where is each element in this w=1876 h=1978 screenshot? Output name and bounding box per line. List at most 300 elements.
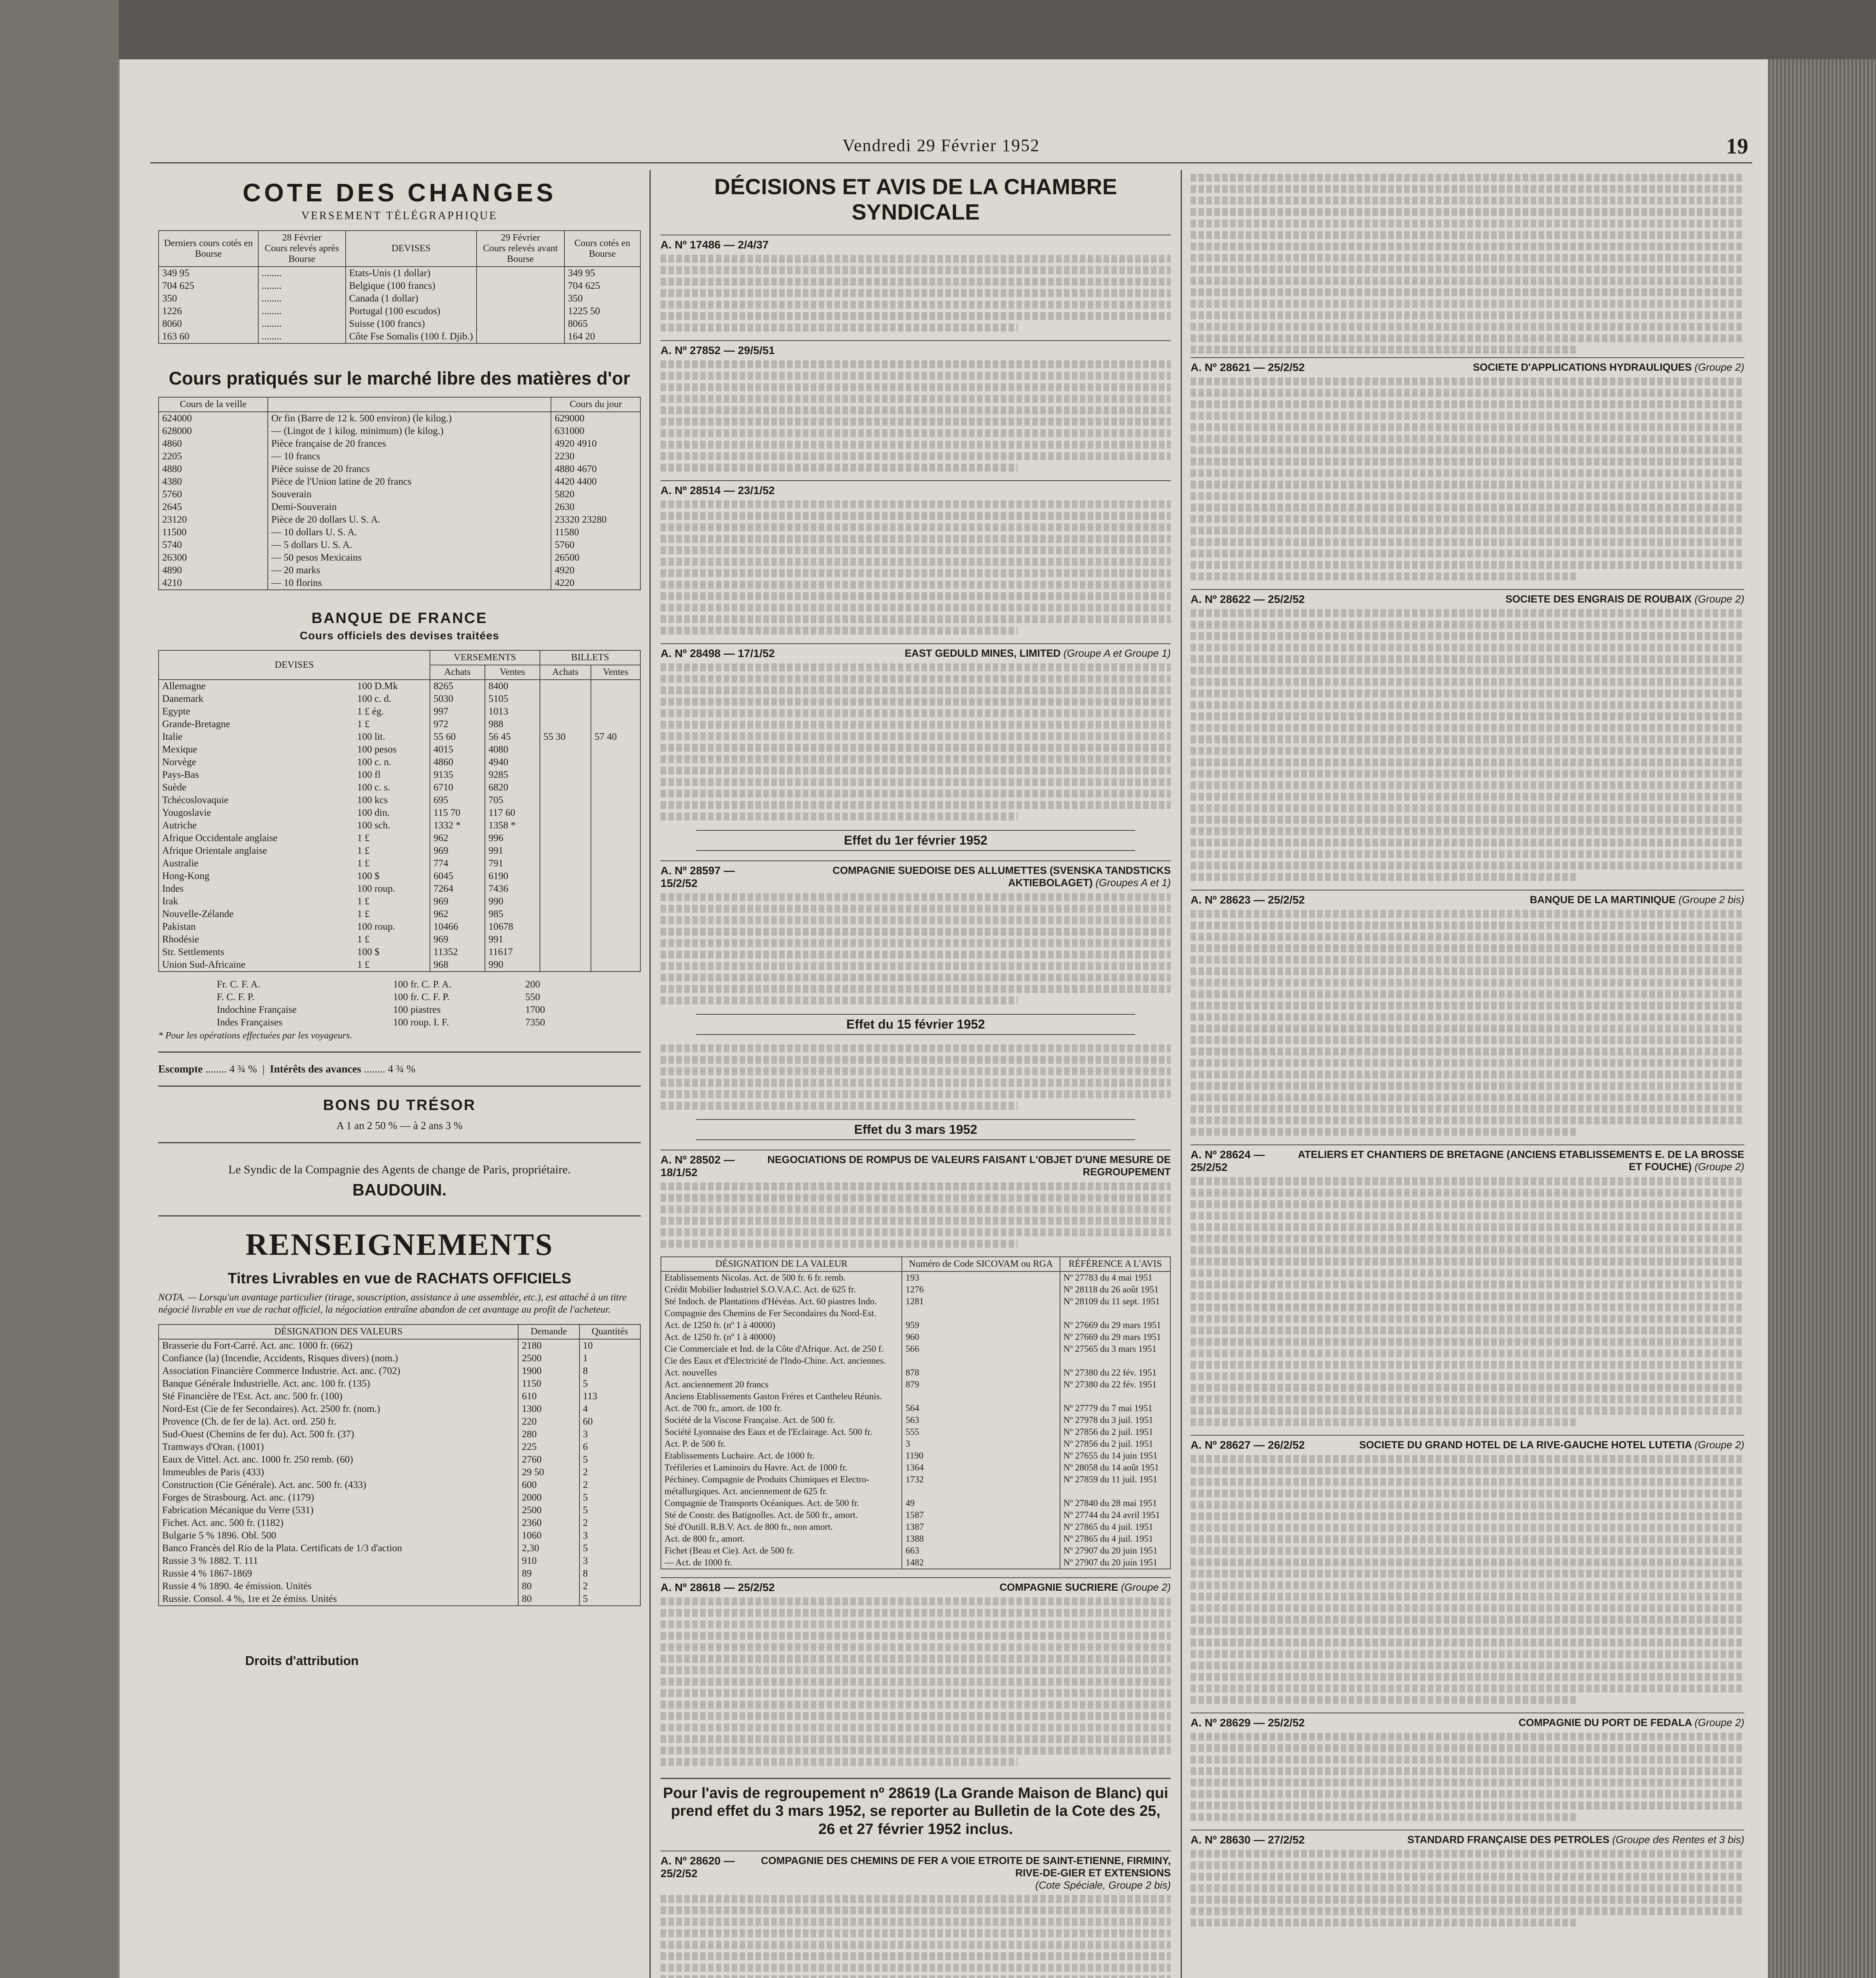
billet-achat (540, 705, 591, 718)
column-right (1191, 170, 1744, 1978)
banque-france-subtitle: Cours officiels des devises traitées (299, 629, 500, 642)
versement-achat: 9135 (430, 769, 485, 781)
avis-societe: SOCIETE DU GRAND HOTEL DE LA RIVE-GAUCHE HOTEL LUTETIA (1359, 1439, 1692, 1451)
devise-unite: 1 £ ég. (357, 706, 384, 717)
table-row (159, 1479, 640, 1491)
table-row (661, 1319, 1170, 1331)
code-sicovam: 1364 (902, 1462, 1060, 1474)
billet-achat (540, 895, 591, 908)
devise-unite: 1 £ (357, 845, 370, 856)
avis-reference (1060, 1307, 1170, 1319)
valeur-name: Act. P. de 500 fr. (664, 1438, 725, 1449)
matiere-or: — 10 francs (268, 450, 551, 463)
devise-name: Danemark (162, 693, 204, 704)
avis-societe: COMPAGNIE SUCRIERE (1000, 1581, 1119, 1593)
versement-vente: 1013 (485, 705, 540, 718)
table-row (159, 705, 640, 718)
table-row (159, 450, 640, 463)
table-row (159, 870, 640, 883)
versement-vente: 791 (485, 857, 540, 870)
valeur-name: Compagnie des Chemins de Fer Secondaires du Nord-Est. (664, 1308, 876, 1318)
avis-reference: Nº 27978 du 3 juil. 1951 (1060, 1414, 1170, 1426)
demande-value: 89 (518, 1567, 579, 1580)
devise-unite: 100 fl (357, 769, 381, 780)
column-middle (661, 170, 1171, 1978)
col-header: Cours de la veille (159, 397, 268, 412)
devise-name: Str. Settlements (162, 947, 224, 957)
cours-jour: 2230 (551, 450, 640, 463)
devise-unite: 1 £ (357, 833, 370, 843)
cours-cote: 704 625 (564, 280, 640, 292)
monnaie-unite: 100 roup. I. F. (393, 1017, 449, 1028)
avis-block (1191, 1144, 1744, 1426)
avis-groupe: (Cote Spéciale, Groupe 2 bis) (1035, 1879, 1171, 1891)
code-sicovam: 1587 (902, 1509, 1060, 1521)
dernier-cours: 704 625 (162, 280, 195, 291)
col-header: Achats (430, 665, 485, 680)
code-sicovam: 564 (902, 1402, 1060, 1414)
table-row (159, 425, 640, 438)
avis-ref: A. Nº 28514 — 23/1/52 (661, 484, 775, 496)
avis-block (661, 860, 1171, 1004)
avis-reference: Nº 28118 du 26 août 1951 (1060, 1284, 1170, 1296)
billet-vente (591, 743, 640, 756)
cours-veille: 2645 (162, 502, 182, 512)
page-date: Vendredi 29 Février 1952 (842, 136, 1040, 155)
table-row (159, 832, 640, 845)
cours-cote: 8065 (564, 318, 640, 330)
demande-value: 610 (518, 1390, 579, 1403)
devise-unite: 100 lit. (357, 731, 385, 742)
versement-achat: 968 (430, 959, 485, 972)
avis-block (661, 643, 1171, 820)
syndic-line: Le Syndic de la Compagnie des Agents de change de Paris, propriétaire. (228, 1163, 571, 1176)
cours-veille: 4860 (162, 438, 182, 449)
avis-block (1191, 1830, 1744, 1927)
valeur-name: — Act. de 1000 fr. (664, 1557, 733, 1567)
avis-ref: A. Nº 28630 — 27/2/52 (1191, 1834, 1305, 1846)
col-header: Demande (518, 1324, 579, 1339)
quantite-value: 5 (579, 1593, 640, 1606)
versement-achat: 972 (430, 718, 485, 731)
col-header: Numéro de Code SICOVAM ou RGA (902, 1257, 1060, 1271)
versement-achat: 6710 (430, 781, 485, 794)
table-row (159, 513, 640, 526)
matiere-or: Souverain (268, 488, 551, 501)
valeur-name: Construction (Cie Générale). Act. anc. 500 fr. (433) (162, 1479, 366, 1490)
devise-unite: 100 din. (357, 807, 390, 818)
leader-dots: ........ (258, 318, 346, 330)
valeur-name: Nord-Est (Cie de fer Secondaires). Act. 2500 fr. (nom.) (162, 1403, 381, 1414)
monnaie-label: F. C. F. P. (217, 992, 255, 1002)
billet-achat (540, 781, 591, 794)
devise-unite: 100 roup. (357, 921, 395, 932)
avis-reference: Nº 27859 du 11 juil. 1951 (1060, 1474, 1170, 1485)
avis-societe: COMPAGNIE DU PORT DE FEDALA (1518, 1717, 1692, 1728)
matiere-or: Or fin (Barre de 12 k. 500 environ) (le kilog.) (268, 412, 551, 425)
renseignements-subtitle: Titres Livrables en vue de RACHATS OFFICIELS (227, 1270, 572, 1287)
code-sicovam: 3 (902, 1438, 1060, 1450)
versement-vente: 991 (485, 845, 540, 857)
syndic-name: BAUDOUIN. (352, 1180, 447, 1199)
cours-jour: 631000 (551, 425, 640, 438)
avis-societe: STANDARD FRANÇAISE DES PETROLES (1407, 1834, 1609, 1845)
table-row (159, 577, 640, 590)
devise-unite: 1 £ (357, 934, 370, 945)
devise-unite: 100 $ (357, 871, 380, 881)
cours-jour: 2630 (551, 501, 640, 513)
quantite-value: 60 (579, 1415, 640, 1428)
cours-jour: 4920 4910 (551, 438, 640, 450)
matiere-or: — 10 dollars U. S. A. (268, 526, 551, 539)
divider (158, 1086, 641, 1087)
cours-jour: 4220 (551, 577, 640, 590)
quantite-value: 8 (579, 1365, 640, 1377)
table-row (159, 1529, 640, 1542)
avis-ref: A. Nº 28627 — 26/2/52 (1191, 1439, 1305, 1451)
devise-name: Canada (1 dollar) (346, 292, 477, 305)
empty-cell (477, 330, 564, 343)
avis-groupe: (Groupe des Rentes et 3 bis) (1612, 1834, 1744, 1845)
valeur-name: Brasserie du Fort-Carré. Act. anc. 1000 fr. (662) (162, 1340, 353, 1351)
versement-achat: 774 (430, 857, 485, 870)
billet-vente (591, 680, 640, 693)
devise-name: Irak (162, 896, 178, 907)
escompte-line: Escompte ........ 4 ¾ % | Intérêts des avances ........ 4 ¾ % (158, 1063, 416, 1075)
table-row (159, 680, 640, 693)
versement-achat: 962 (430, 908, 485, 921)
devise-unite: 100 $ (357, 947, 380, 957)
devise-name: Mexique (162, 744, 197, 755)
code-sicovam: 879 (902, 1379, 1060, 1391)
cote-changes-table (158, 230, 641, 344)
page-number: 19 (1726, 134, 1748, 159)
valeur-name: Act. de 1250 fr. (nº 1 à 40000) (664, 1332, 775, 1342)
table-row (159, 895, 640, 908)
avis-block (1191, 357, 1744, 580)
cours-veille: 4210 (162, 578, 182, 588)
demande-value: 2000 (518, 1491, 579, 1504)
rachats-table (158, 1324, 641, 1606)
avis-reference: Nº 27380 du 22 fév. 1951 (1060, 1379, 1170, 1391)
table-row (159, 959, 640, 972)
devise-name: Pakistan (162, 921, 196, 932)
monnaie-cours: 550 (525, 992, 540, 1002)
demande-value: 80 (518, 1580, 579, 1593)
avis-groupe: (Groupes A et 1) (1095, 876, 1171, 889)
avis-ref: A. Nº 28622 — 25/2/52 (1191, 593, 1305, 605)
code-sicovam: 1482 (902, 1557, 1060, 1569)
divider (158, 1215, 641, 1216)
avis-groupe: (Groupe 2) (1121, 1581, 1171, 1593)
table-row (661, 1485, 1170, 1497)
table-row (661, 1509, 1170, 1521)
avis-societe: COMPAGNIE SUEDOISE DES ALLUMETTES (SVENSKA TANDSTICKS AKTIEBOLAGET) (832, 864, 1171, 889)
code-sicovam: 563 (902, 1414, 1060, 1426)
table-row (159, 1377, 640, 1390)
demande-value: 600 (518, 1479, 579, 1491)
cours-jour: 5760 (551, 539, 640, 551)
column-left (158, 170, 641, 1978)
bdf-footnote: * Pour les opérations effectuées par les voyageurs. (158, 1031, 352, 1041)
table-row (159, 1466, 640, 1479)
table-row (159, 305, 640, 318)
valeur-name: Société de la Viscose Française. Act. de 500 fr. (664, 1415, 835, 1425)
devise-name: Rhodésie (162, 934, 199, 945)
valeur-name: Sté Financière de l'Est. Act. anc. 500 fr. (100) (162, 1391, 343, 1402)
avis-reference: Nº 27655 du 14 juin 1951 (1060, 1450, 1170, 1462)
demande-value: 80 (518, 1593, 579, 1606)
col-header: DEVISES (159, 650, 430, 680)
avis-block (661, 1150, 1171, 1248)
versement-achat: 962 (430, 832, 485, 845)
valeur-name: Act. de 1250 fr. (nº 1 à 40000) (664, 1320, 775, 1330)
table-row (159, 1453, 640, 1466)
table-row (159, 1415, 640, 1428)
avis-ref: A. Nº 17486 — 2/4/37 (661, 238, 769, 251)
col-header: Ventes (485, 665, 540, 680)
table-row (214, 991, 575, 1004)
code-sicovam: 878 (902, 1367, 1060, 1379)
billet-achat (540, 933, 591, 946)
avis-reference: Nº 27907 du 20 juin 1951 (1060, 1557, 1170, 1569)
valeur-name: Sté Indoch. de Plantations d'Hévéas. Act. 60 piastres Indo. (664, 1296, 877, 1306)
avis-block (1191, 1713, 1744, 1821)
avis-societe: ATELIERS ET CHANTIERS DE BRETAGNE (ANCIENS ETABLISSEMENTS E. DE LA BROSSE ET FOUCHE) (1298, 1148, 1744, 1173)
cours-cote: 349 95 (564, 267, 640, 280)
quantite-value: 5 (579, 1377, 640, 1390)
avis-reference: Nº 27856 du 2 juil. 1951 (1060, 1426, 1170, 1438)
demande-value: 910 (518, 1555, 579, 1567)
devise-name: Etats-Unis (1 dollar) (346, 267, 477, 280)
devise-name: Nouvelle-Zélande (162, 909, 234, 919)
table-row (159, 718, 640, 731)
monnaie-label: Fr. C. F. A. (217, 979, 260, 990)
book-binding (0, 0, 119, 1978)
monnaie-cours: 7350 (525, 1017, 545, 1028)
avis-ref: A. Nº 28623 — 25/2/52 (1191, 894, 1305, 906)
versement-achat: 695 (430, 794, 485, 807)
table-row (159, 539, 640, 551)
table-row (159, 318, 640, 330)
avis-groupe: (Groupe 2) (1694, 593, 1744, 605)
table-row (159, 933, 640, 946)
empty-cell (477, 267, 564, 280)
avis-societe: BANQUE DE LA MARTINIQUE (1530, 894, 1676, 906)
billet-achat (540, 769, 591, 781)
valeur-name: métallurgiques. Act. anciennement de 625 fr. (664, 1486, 828, 1496)
avis-reference: Nº 28109 du 11 sept. 1951 (1060, 1296, 1170, 1307)
avis-groupe: (Groupe 2) (1694, 1439, 1744, 1451)
avis-reference: Nº 27865 du 4 juil. 1951 (1060, 1533, 1170, 1545)
avis-societe: NEGOCIATIONS DE ROMPUS DE VALEURS FAISANT L'OBJET D'UNE MESURE DE REGROUPEMENT (767, 1153, 1171, 1178)
table-row (661, 1284, 1170, 1296)
avis-reference: Nº 27907 du 20 juin 1951 (1060, 1545, 1170, 1557)
avis-ref: A. Nº 27852 — 29/5/51 (661, 344, 775, 356)
col-header: Achats (540, 665, 591, 680)
demande-value: 225 (518, 1441, 579, 1453)
banque-france-title: BANQUE DE FRANCE (311, 610, 488, 627)
table-row (661, 1343, 1170, 1355)
billet-achat (540, 845, 591, 857)
matiere-or: — 50 pesos Mexicains (268, 551, 551, 564)
cours-jour: 23320 23280 (551, 513, 640, 526)
quantite-value: 5 (579, 1491, 640, 1504)
valeur-name: Bulgarie 5 % 1896. Obl. 500 (162, 1530, 276, 1541)
dernier-cours: 349 95 (162, 268, 189, 279)
devise-unite: 100 pesos (357, 744, 397, 755)
billet-vente (591, 769, 640, 781)
table-row (159, 1504, 640, 1517)
cours-veille: 23120 (162, 514, 187, 525)
valeur-name: Act. anciennement 20 francs (664, 1379, 769, 1389)
devise-unite: 100 c. s. (357, 782, 390, 793)
cours-veille: 11500 (162, 527, 187, 538)
table-row (159, 1542, 640, 1555)
cours-veille: 4880 (162, 464, 182, 474)
devise-name: Hong-Kong (162, 871, 210, 881)
versement-achat: 5030 (430, 693, 485, 705)
billet-achat (540, 832, 591, 845)
billet-vente (591, 718, 640, 731)
devise-unite: 1 £ (357, 858, 370, 869)
empty-cell (477, 292, 564, 305)
code-sicovam: 959 (902, 1319, 1060, 1331)
demande-value: 2360 (518, 1517, 579, 1529)
billet-vente (591, 895, 640, 908)
valeur-name: Sté de Constr. des Batignolles. Act. de 500 fr., amort. (664, 1510, 858, 1520)
table-row (661, 1474, 1170, 1485)
versement-vente: 9285 (485, 769, 540, 781)
demande-value: 2500 (518, 1504, 579, 1517)
avis-ref: A. Nº 28624 — 25/2/52 (1191, 1148, 1265, 1173)
empty-cell (477, 280, 564, 292)
avis-reference: Nº 27840 du 28 mai 1951 (1060, 1497, 1170, 1509)
versement-vente: 4940 (485, 756, 540, 769)
quantite-value: 8 (579, 1567, 640, 1580)
avis-societe: COMPAGNIE DES CHEMINS DE FER A VOIE ETROITE DE SAINT-ETIENNE, FIRMINY, RIVE-DE-GIER ET EXTENSIONS (761, 1854, 1171, 1879)
empty-cell (477, 318, 564, 330)
quantite-value: 10 (579, 1339, 640, 1352)
col-header: VERSEMENTS (430, 650, 540, 665)
col-header: DÉSIGNATION DE LA VALEUR (661, 1257, 902, 1271)
avis-reference: Nº 27565 du 3 mars 1951 (1060, 1343, 1170, 1355)
quantite-value: 2 (579, 1466, 640, 1479)
code-sicovam (902, 1391, 1060, 1402)
avis-reference: Nº 27783 du 4 mai 1951 (1060, 1271, 1170, 1284)
leader-dots: ........ (258, 305, 346, 318)
table-row (159, 476, 640, 488)
table-row (159, 501, 640, 513)
valeur-name: Russie 4 % 1890. 4e émission. Unités (162, 1580, 312, 1591)
valeur-name: Société Lyonnaise des Eaux et de l'Eclairage. Act. 500 fr. (664, 1427, 873, 1437)
demande-value: 2180 (518, 1339, 579, 1352)
table-row (159, 267, 640, 280)
bons-tresor-title: BONS DU TRÉSOR (323, 1097, 476, 1114)
table-row (159, 1339, 640, 1352)
table-row (661, 1497, 1170, 1509)
versement-achat: 7264 (430, 883, 485, 895)
table-row (159, 463, 640, 476)
leader-dots: ........ (258, 292, 346, 305)
versement-achat: 115 70 (430, 807, 485, 819)
table-row (661, 1296, 1170, 1307)
table-row (661, 1331, 1170, 1343)
demande-value: 2760 (518, 1453, 579, 1466)
billet-achat (540, 807, 591, 819)
table-row (159, 807, 640, 819)
monnaie-unite: 100 fr. C. P. A. (393, 979, 452, 990)
billet-achat (540, 756, 591, 769)
col-header: BILLETS (540, 650, 640, 665)
devise-name: Suède (162, 782, 187, 793)
col-header: DÉSIGNATION DES VALEURS (159, 1324, 518, 1339)
cours-jour: 4420 4400 (551, 476, 640, 488)
valeur-name: Cie des Eaux et d'Electricité de l'Indo-Chine. Act. anciennes. (664, 1355, 886, 1366)
table-row (661, 1438, 1170, 1450)
table-row (159, 1441, 640, 1453)
avis-ref: A. Nº 28498 — 17/1/52 (661, 647, 775, 659)
cours-jour: 11580 (551, 526, 640, 539)
matiere-or: Pièce française de 20 frances (268, 438, 551, 450)
devise-unite: 100 D.Mk (357, 681, 398, 692)
billet-achat (540, 870, 591, 883)
column-divider (649, 170, 651, 1978)
versement-achat: 8265 (430, 680, 485, 693)
matiere-or: Demi-Souverain (268, 501, 551, 513)
devise-name: Union Sud-Africaine (162, 959, 246, 970)
page-edges (1768, 59, 1876, 1978)
valeur-name: Sté d'Outill. R.B.V. Act. de 800 fr., non amort. (664, 1521, 833, 1532)
table-row (661, 1391, 1170, 1402)
col-header: DEVISES (346, 231, 477, 267)
table-row (159, 743, 640, 756)
matiere-or: — 20 marks (268, 564, 551, 577)
monnaie-label: Indes Françaises (217, 1017, 282, 1028)
renseignements-nota: NOTA. — Lorsqu'un avantage particulier (tirage, souscription, assistance à une assemblée, etc.), est attaché à un titre négocié livrable en vue de rachat officiel, la négociation entraîne abandon de cet avantage au profit de l'acheteur. (158, 1292, 627, 1315)
avis-block (661, 340, 1171, 472)
billet-achat (540, 794, 591, 807)
billet-achat (540, 946, 591, 959)
table-row (661, 1307, 1170, 1319)
versement-vente: 991 (485, 933, 540, 946)
versement-vente: 11617 (485, 946, 540, 959)
code-sicovam (902, 1355, 1060, 1367)
dernier-cours: 350 (162, 293, 177, 304)
versement-vente: 996 (485, 832, 540, 845)
avis-reference: Nº 27380 du 22 fév. 1951 (1060, 1367, 1170, 1379)
devise-name: Australie (162, 858, 199, 869)
devise-name: Tchécoslovaquie (162, 795, 229, 805)
avis-societe: SOCIETE DES ENGRAIS DE ROUBAIX (1505, 593, 1692, 605)
demande-value: 220 (518, 1415, 579, 1428)
empty-cell (477, 305, 564, 318)
devise-unite: 1 £ (357, 909, 370, 919)
devise-name: Norvège (162, 757, 197, 767)
col-header: Derniers cours cotés en Bourse (159, 231, 258, 267)
valeur-name: Tramways d'Oran. (1001) (162, 1441, 264, 1452)
table-row (159, 1428, 640, 1441)
avis-ref: A. Nº 28502 — 18/1/52 (661, 1153, 735, 1178)
col-header (268, 397, 551, 412)
table-row (159, 438, 640, 450)
valeur-name: Etablissements Nicolas. Act. de 500 fr. 6 fr. remb. (664, 1272, 846, 1283)
cours-veille: 4890 (162, 565, 182, 576)
matiere-or: Pièce de 20 dollars U. S. A. (268, 513, 551, 526)
table-row (661, 1533, 1170, 1545)
quantite-value: 1 (579, 1352, 640, 1365)
banque-france-table (158, 650, 641, 972)
